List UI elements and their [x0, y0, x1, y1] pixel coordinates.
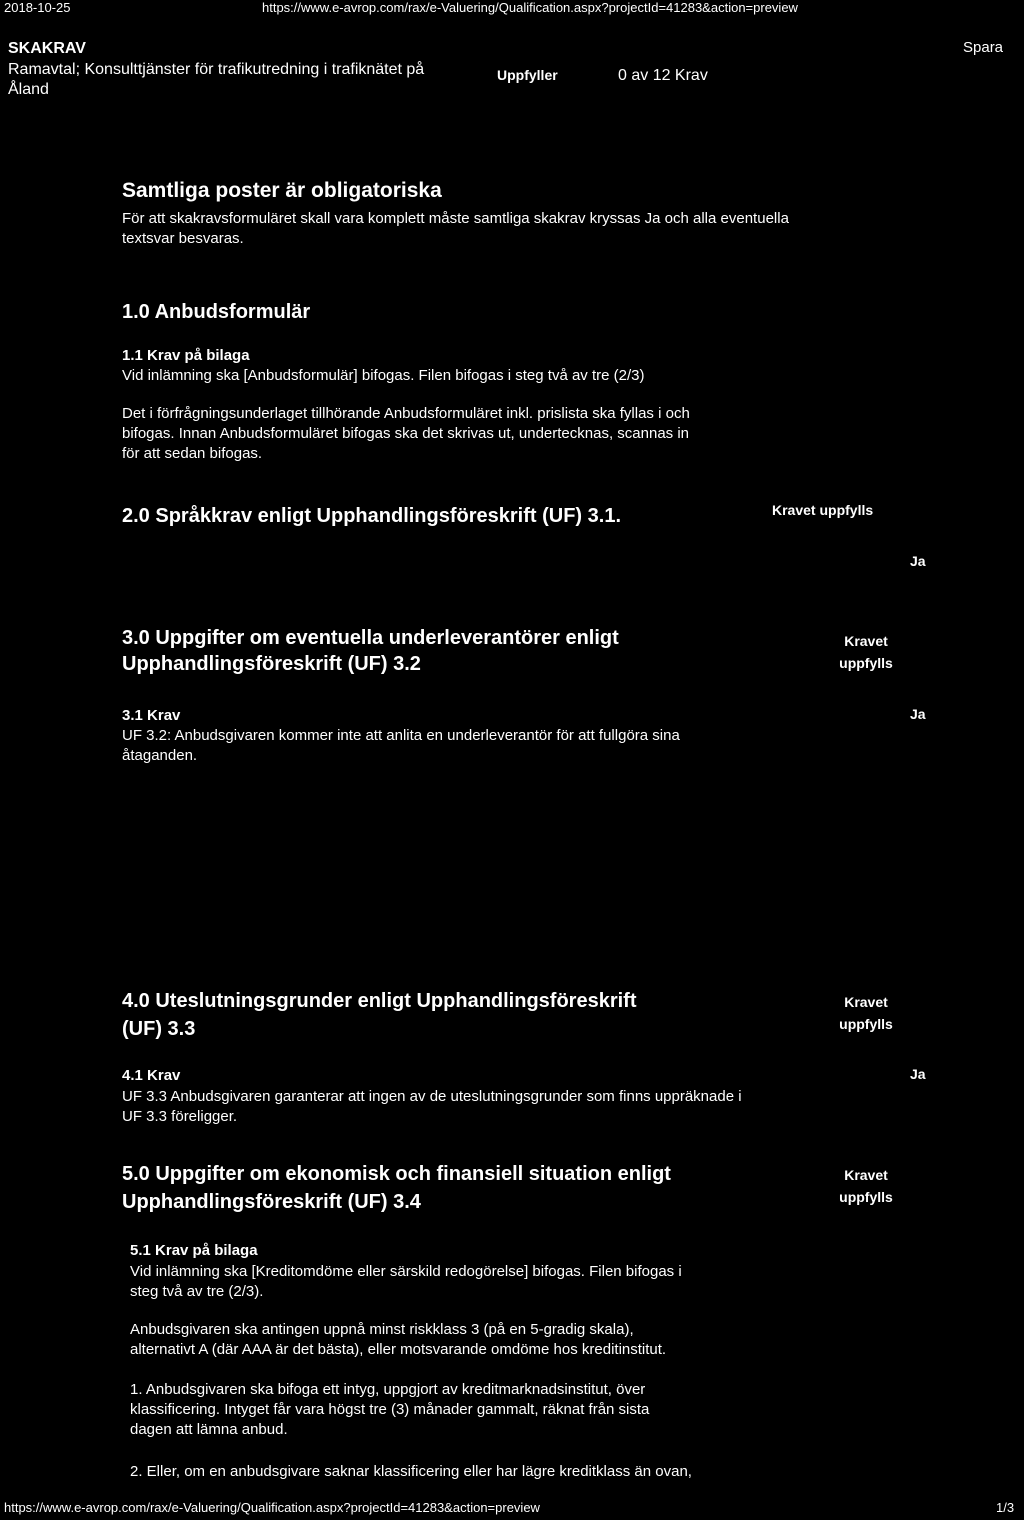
description-line: Anbudsgivaren ska antingen uppnå minst riskklass 3 (på en 5-gradig skala),: [130, 1321, 634, 1338]
list-line: dagen att lämna anbud.: [130, 1421, 288, 1438]
list-item-1: [130, 1380, 649, 1440]
description-line: alternativt A (där AAA är det bästa), eller motsvarande omdöme hos kreditinstitut.: [130, 1341, 667, 1358]
requirement-status-4: [820, 991, 912, 1035]
requirement-text-1-1: Vid inlämning ska [Anbudsformulär] bifogas. Filen bifogas i steg två av tre (2/3): [122, 367, 645, 384]
print-date: 2018-10-25: [4, 0, 71, 15]
requirement-text-4-1: [122, 1087, 742, 1127]
requirement-description-5-1: [130, 1320, 666, 1360]
requirement-line: UF 3.2: Anbudsgivaren kommer inte att anlita en underleverantör för att fullgöra sina: [122, 727, 680, 744]
save-button[interactable]: Spara: [963, 39, 1004, 56]
heading-line: 4.0 Uteslutningsgrunder enligt Upphandlingsföreskrift: [122, 990, 637, 1012]
answer-ja-3-1[interactable]: Ja: [910, 706, 926, 722]
status-line: Kravet: [844, 1167, 888, 1183]
requirement-text-3-1: [122, 726, 680, 766]
requirement-count: 0 av 12 Krav: [618, 67, 708, 84]
project-name: [8, 60, 424, 100]
requirement-title-5-1: 5.1 Krav på bilaga: [130, 1242, 258, 1259]
requirement-description-1-1: [122, 404, 690, 464]
answer-ja-4-1[interactable]: Ja: [910, 1066, 926, 1082]
description-line: för att sedan bifogas.: [122, 445, 263, 462]
heading-line: Upphandlingsföreskrift (UF) 3.2: [122, 653, 421, 675]
requirement-title-1-1: 1.1 Krav på bilaga: [122, 347, 250, 364]
heading-line: (UF) 3.3: [122, 1018, 196, 1040]
requirement-text-5-1: [130, 1262, 682, 1302]
heading-line: 5.0 Uppgifter om ekonomisk och finansiell situation enligt: [122, 1163, 671, 1185]
requirement-title-4-1: 4.1 Krav: [122, 1067, 181, 1084]
status-line: uppfylls: [839, 1016, 893, 1032]
section-heading-2: 2.0 Språkkrav enligt Upphandlingsföreskrift (UF) 3.1.: [122, 505, 622, 527]
description-line: bifogas. Innan Anbudsformuläret bifogas ska det skrivas ut, undertecknas, scannas in: [122, 425, 689, 442]
intro-line: För att skakravsformuläret skall vara komplett måste samtliga skakrav kryssas Ja och alla eventuella: [122, 210, 789, 227]
requirement-status-5: [820, 1164, 912, 1208]
list-line: klassificering. Intyget får vara högst tre (3) månader gammalt, räknat från sista: [130, 1401, 650, 1418]
section-heading-1: 1.0 Anbudsformulär: [122, 301, 311, 323]
requirement-line: Vid inlämning ska [Kreditomdöme eller särskild redogörelse] bifogas. Filen bifogas i: [130, 1263, 682, 1280]
page-title: SKAKRAV: [8, 40, 86, 57]
intro-text: [122, 209, 789, 249]
list-line: 1. Anbudsgivaren ska bifoga ett intyg, uppgjort av kreditmarknadsinstitut, över: [130, 1381, 646, 1398]
footer-url: https://www.e-avrop.com/rax/e-Valuering/Qualification.aspx?projectId=41283&action=preview: [4, 1500, 540, 1515]
page-number: 1/3: [996, 1500, 1015, 1515]
status-line: Kravet: [844, 633, 888, 649]
description-line: Det i förfrågningsunderlaget tillhörande Anbudsformuläret inkl. prislista ska fyllas i och: [122, 405, 690, 422]
heading-line: 3.0 Uppgifter om eventuella underleverantörer enligt: [122, 627, 619, 649]
section-heading-5: [122, 1160, 671, 1216]
status-line: uppfylls: [839, 655, 893, 671]
requirement-line: steg två av tre (2/3).: [130, 1283, 264, 1300]
project-name-line: Ramavtal; Konsulttjänster för trafikutredning i trafiknätet på: [8, 61, 425, 78]
answer-ja-2[interactable]: Ja: [910, 553, 926, 569]
print-url: https://www.e-avrop.com/rax/e-Valuering/Qualification.aspx?projectId=41283&action=preview: [262, 0, 798, 15]
requirement-line: UF 3.3 Anbudsgivaren garanterar att ingen av de uteslutningsgrunder som finns uppräknade i: [122, 1088, 742, 1105]
section-heading-4: [122, 987, 636, 1043]
requirement-status-2: Kravet uppfylls: [772, 502, 874, 518]
requirement-status-3: [820, 630, 912, 674]
status-line: Kravet: [844, 994, 888, 1010]
requirement-title-3-1: 3.1 Krav: [122, 707, 181, 724]
fulfills-label: Uppfyller: [497, 67, 558, 83]
heading-line: Upphandlingsföreskrift (UF) 3.4: [122, 1191, 421, 1213]
requirement-line: åtaganden.: [122, 747, 198, 764]
project-name-line: Åland: [8, 81, 49, 98]
list-item-2: 2. Eller, om en anbudsgivare saknar klassificering eller har lägre kreditklass än ovan,: [130, 1463, 692, 1480]
intro-line: textsvar besvaras.: [122, 230, 244, 247]
requirement-line: UF 3.3 föreligger.: [122, 1108, 238, 1125]
status-line: uppfylls: [839, 1189, 893, 1205]
intro-heading: Samtliga poster är obligatoriska: [122, 179, 442, 202]
section-heading-3: [122, 625, 619, 677]
